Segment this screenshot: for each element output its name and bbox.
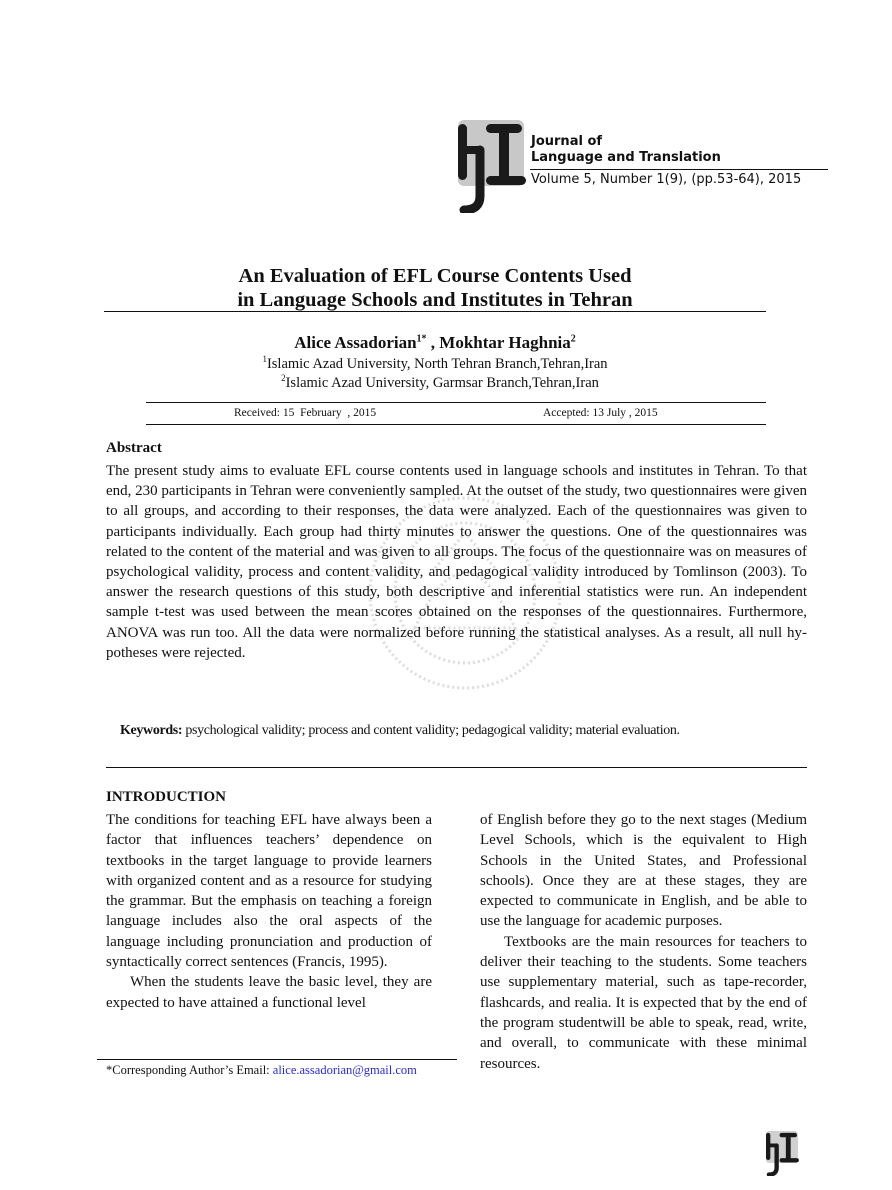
affiliation-mark: 1 xyxy=(262,354,267,364)
affiliation-1 xyxy=(104,354,766,373)
dates-divider-bottom xyxy=(146,424,766,425)
author-email-link[interactable]: alice.assadorian@gmail.com xyxy=(272,1063,417,1077)
affiliation-text: Islamic Azad University, North Tehran Branch,Tehran,Iran xyxy=(266,355,608,372)
introduction-heading: INTRODUCTION xyxy=(106,789,227,805)
paragraph: of English before they go to the next stages (Medium Level Schools, which is the equivalent to High Schools in the United States, and Professional schools). Once they are at these stages, they are expected to communicate in English, and be able to use the language for academic purposes. xyxy=(480,812,807,930)
abstract-heading: Abstract xyxy=(106,440,162,456)
keywords xyxy=(120,723,680,739)
footnote-divider xyxy=(97,1059,457,1060)
title-divider xyxy=(104,311,766,312)
accepted-date: Accepted: 13 July , 2015 xyxy=(543,407,658,419)
author-affiliation-mark: 2 xyxy=(570,333,576,345)
ljt-logo-icon xyxy=(762,1130,800,1176)
journal-divider xyxy=(530,169,828,170)
journal-volume: Volume 5, Number 1(9), (pp.53-64), 2015 xyxy=(531,172,802,187)
paragraph: When the students leave the basic level, they are expected to have attained a functional level xyxy=(106,974,432,1011)
corresponding-author-footnote xyxy=(106,1063,417,1078)
paragraph: The conditions for teaching EFL have always been a factor that influences teachers’ dependence on textbooks in the target language to provide learners with organized content and as a resource for studying the grammar. But the emphasis on teaching a foreign language includes also the oral aspects of the language including pronunciation and production of syntactically correct sentences (Francis, 1995). xyxy=(106,812,432,971)
affiliation-mark: 2 xyxy=(281,373,286,383)
paragraph: Textbooks are the main resources for teachers to deliver their teaching to the students. Some teachers use supplementary material, such as tape-recorder, flashcards, and realia. It is expected that by the end of the program studentwill be able to speak, read, write, and overall, to communicate with these minimal resources. xyxy=(480,933,807,1072)
author-name: Alice Assadorian xyxy=(294,333,417,352)
affiliation-text: Islamic Azad University, Garmsar Branch,Tehran,Iran xyxy=(285,374,599,391)
journal-name xyxy=(531,134,721,166)
author-name: Mokhtar Haghnia xyxy=(439,333,571,352)
right-column xyxy=(480,810,807,1074)
affiliation-2 xyxy=(104,373,766,392)
left-column xyxy=(106,810,432,1013)
journal-name-line2: Language and Translation xyxy=(531,150,721,165)
footnote-label: *Corresponding Author’s Email: xyxy=(106,1063,273,1077)
author-separator: , xyxy=(426,333,440,352)
journal-name-line1: Journal of xyxy=(531,134,603,149)
keywords-text: psychological validity; process and content validity; pedagogical validity; material evaluation. xyxy=(182,723,680,738)
author-affiliation-mark: 1* xyxy=(416,333,427,345)
article-title xyxy=(104,264,766,312)
received-date: Received: 15 February , 2015 xyxy=(234,407,377,419)
ljt-logo-icon xyxy=(452,118,526,213)
title-line-2: in Language Schools and Institutes in Tehran xyxy=(237,289,633,311)
keywords-label: Keywords: xyxy=(120,723,183,738)
abstract-text: The present study aims to evaluate EFL course contents used in language schools and institutes in Tehran. To that end, 230 participants in Tehran were conveniently sampled. At the outset of the study, two questionnaires were given to all groups, and according to their responses, the data were analyzed. Each of the questionnaires was given to participants individually. Each group had thirty minutes to answer the questions. One of the questionnaires was related to the content of the material and was given to all groups. The focus of the questionnaire was on measures of psychological validity, process and content validity, and pedagogical validity introduced by Tomlinson (2003). To answer the research questions of this study, both descriptive and inferential statistics were run. An independent sample t-test was used between the mean scores obtained on the responses of the questionnaires. Furthermore, ANOVA was run too. All the data were normalized before running the statistical analyses. As a result, all null hypotheses were rejected. xyxy=(106,463,807,661)
title-line-1: An Evaluation of EFL Course Contents Used xyxy=(238,265,632,287)
section-divider xyxy=(106,767,807,768)
author-list xyxy=(104,333,766,353)
dates-divider-top xyxy=(146,402,766,403)
